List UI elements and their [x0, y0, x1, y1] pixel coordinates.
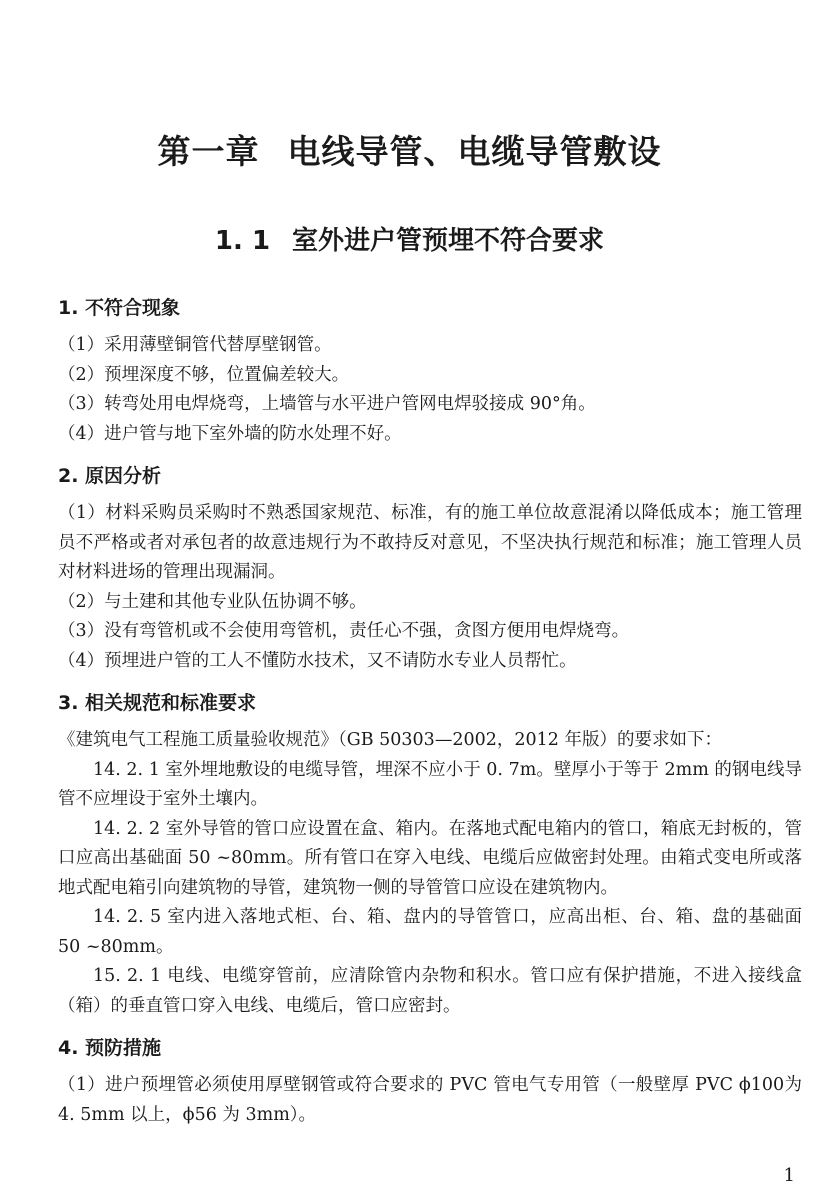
section-number: 1. 1 [214, 226, 271, 256]
page-number: 1 [783, 1165, 795, 1186]
phenomena-item-3: （3）转弯处用电焊烧弯，上墙管与水平进户管网电焊驳接成 90°角。 [58, 394, 596, 414]
chapter-title [0, 126, 819, 173]
phenomena-item-2: （2）预埋深度不够，位置偏差较大。 [58, 364, 350, 385]
chapter-label: 第一章 [157, 132, 260, 171]
cause-item-3: （3）没有弯管机或不会使用弯管机，责任心不强，贪图方便用电焊烧弯。 [58, 621, 630, 641]
heading-standards: 3. 相关规范和标准要求 [58, 692, 257, 714]
prevention-item-1: （1）进户预埋管必须使用厚壁钢管或符合要求的 PVC 管电气专用管（一般壁厚 PVC ϕ100为 4. 5mm 以上，ϕ56 为 3mm）。 [58, 1075, 802, 1125]
heading-prevention: 4. 预防措施 [58, 1037, 162, 1059]
clause-14-2-2: 14. 2. 2 室外导管的管口应设置在盒、箱内。在落地式配电箱内的管口，箱底无封板的，管口应高出基础面 50 ~80mm。所有管口在穿入电线、电缆后应做密封处理。由箱式变电所或落地式配电箱引向建筑物的导管，建筑物一侧的导管管口应设在建筑物内。 [58, 818, 802, 898]
section-name: 室外进户管预埋不符合要求 [292, 226, 605, 256]
heading-causes: 2. 原因分析 [58, 465, 162, 487]
section-title [0, 220, 819, 257]
cause-item-2: （2）与土建和其他专业队伍协调不够。 [58, 591, 367, 612]
heading-phenomena: 1. 不符合现象 [58, 297, 181, 319]
chapter-name: 电线导管、电缆导管敷设 [287, 132, 662, 171]
standards-intro: 《建筑电气工程施工质量验收规范》（GB 50303—2002，2012 年版）的要求如下： [58, 730, 722, 750]
clause-14-2-5: 14. 2. 5 室内进入落地式柜、台、箱、盘内的导管管口，应高出柜、台、箱、盘的基础面 50 ~80mm。 [58, 907, 802, 957]
clause-15-2-1: 15. 2. 1 电线、电缆穿管前，应清除管内杂物和积水。管口应有保护措施，不进入接线盒（箱）的垂直管口穿入电线、电缆后，管口应密封。 [58, 966, 802, 1016]
phenomena-item-4: （4）进户管与地下室外墙的防水处理不好。 [58, 423, 402, 444]
cause-item-1: （1）材料采购员采购时不熟悉国家规范、标准，有的施工单位故意混淆以降低成本；施工管理员不严格或者对承包者的故意违规行为不敢持反对意见，不坚决执行规范和标准；施工管理人员对材料进场的管理出现漏洞。 [58, 503, 802, 582]
phenomena-item-1: （1）采用薄壁铜管代替厚壁钢管。 [58, 335, 332, 355]
clause-14-2-1: 14. 2. 1 室外埋地敷设的电缆导管，埋深不应小于 0. 7m。壁厚小于等于 2mm 的钢电线导管不应埋设于室外土壤内。 [58, 759, 802, 809]
page-content [58, 293, 802, 1130]
cause-item-4: （4）预埋进户管的工人不懂防水技术，又不请防水专业人员帮忙。 [58, 650, 577, 671]
